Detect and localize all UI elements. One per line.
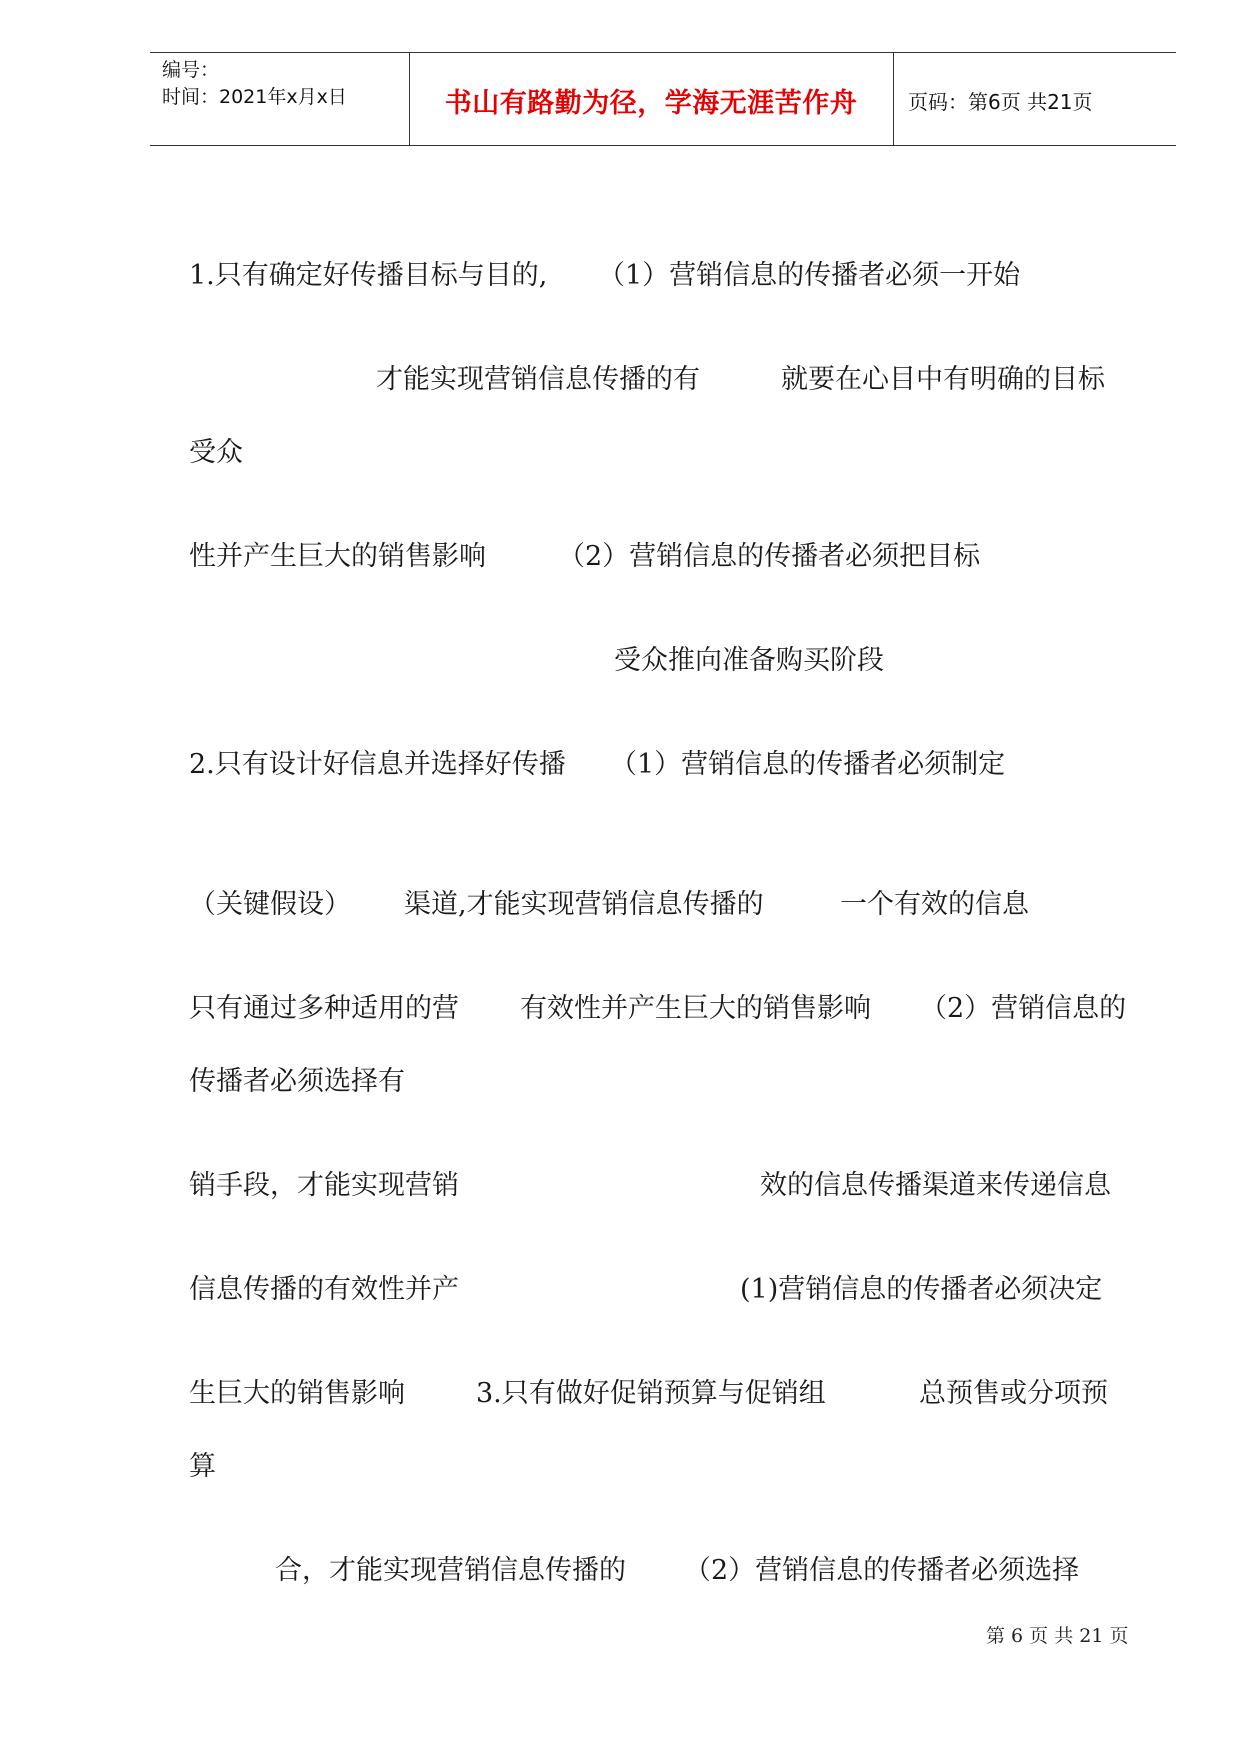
text-line: (1)营销信息的传播者必须决定: [740, 1274, 1103, 1305]
page-header: [150, 52, 1176, 146]
text-line: 生巨大的销售影响: [189, 1378, 405, 1409]
header-divider: [893, 53, 894, 145]
text-line: 总预售或分项预: [919, 1378, 1108, 1409]
text-line: （2）营销信息的传播者必须选择: [684, 1555, 1080, 1586]
text-line: 渠道,才能实现营销信息传播的: [404, 889, 764, 920]
header-number-label: 编号：: [162, 59, 220, 81]
text-line: 就要在心目中有明确的目标: [781, 364, 1105, 395]
text-line: 2.只有设计好信息并选择好传播: [189, 749, 566, 780]
text-line: 1.只有确定好传播目标与目的,: [189, 260, 548, 291]
text-line: 受众推向准备购买阶段: [614, 645, 884, 676]
header-time-label: 时间：2021年x月x日: [162, 86, 347, 108]
page-footer: 第 6 页 共 21 页: [986, 1625, 1129, 1647]
text-line: 3.只有做好促销预算与促销组: [476, 1378, 826, 1409]
header-page-number: 页码：第6页 共21页: [908, 90, 1093, 114]
header-motto: 书山有路勤为径，学海无涯苦作舟: [444, 88, 858, 119]
text-line: 受众: [189, 437, 243, 468]
text-line: （1）营销信息的传播者必须一开始: [598, 260, 1021, 291]
text-line: （1）营销信息的传播者必须制定: [610, 749, 1006, 780]
text-line: 合，才能实现营销信息传播的: [275, 1555, 626, 1586]
text-line: （2）营销信息的传播者必须把目标: [558, 541, 981, 572]
text-line: 才能实现营销信息传播的有: [376, 364, 700, 395]
text-line: （2）营销信息的: [920, 993, 1127, 1024]
text-line: 传播者必须选择有: [189, 1066, 405, 1097]
text-line: 一个有效的信息: [840, 889, 1029, 920]
text-line: 有效性并产生巨大的销售影响: [520, 993, 871, 1024]
text-line: 销手段，才能实现营销: [189, 1170, 459, 1201]
text-line: （关键假设）: [189, 889, 351, 920]
text-line: 性并产生巨大的销售影响: [189, 541, 486, 572]
text-line: 信息传播的有效性并产: [189, 1274, 459, 1305]
text-line: 效的信息传播渠道来传递信息: [760, 1170, 1111, 1201]
text-line: 只有通过多种适用的营: [189, 993, 459, 1024]
header-meta: [162, 57, 347, 111]
text-line: 算: [189, 1451, 216, 1482]
